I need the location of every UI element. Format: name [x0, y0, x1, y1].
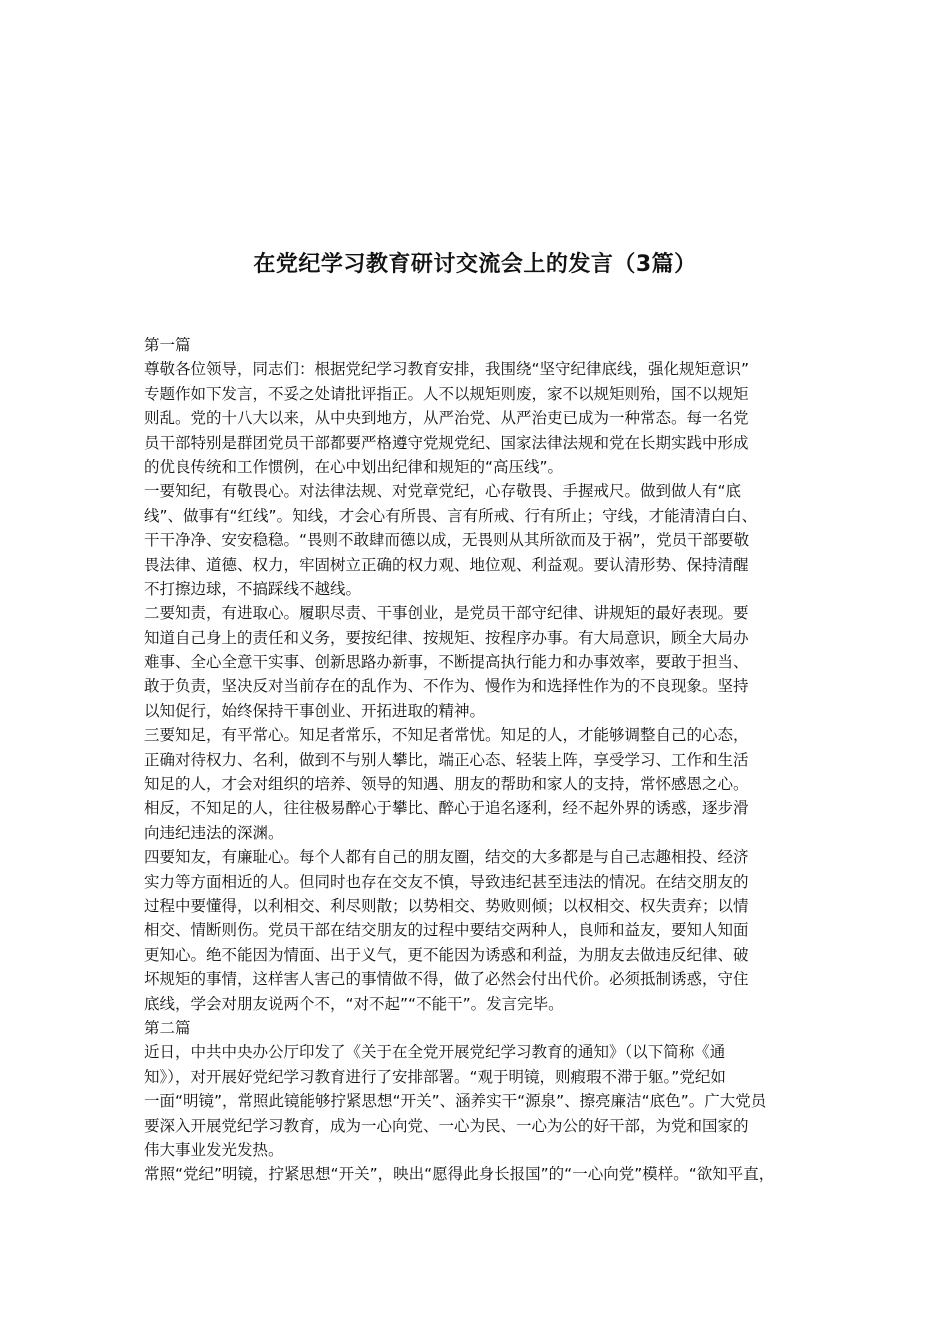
body-line: 坏规矩的事情，这样害人害己的事情做不得，做了必然会付出代价。必须抵制诱惑，守住: [144, 970, 749, 989]
body-line: 底线，学会对朋友说两个不，“对不起”“不能干”。发言完毕。: [144, 994, 564, 1013]
body-line: 近日，中共中央办公厅印发了《关于在全党开展党纪学习教育的通知》（以下简称《通: [144, 1043, 726, 1062]
document-title: 在党纪学习教育研讨交流会上的发言（3篇）: [253, 252, 697, 277]
body-line: 四要知友，有廉耻心。每个人都有自己的朋友圈，结交的大多都是与自己志趣相投、经济: [144, 848, 749, 867]
body-line: 第二篇: [144, 1018, 191, 1037]
body-line: 不打擦边球，不搞踩线不越线。: [144, 579, 362, 598]
body-line: 知》），对开展好党纪学习教育进行了安排部署。“观于明镜，则瘕瑕不滞于躯。”党纪如: [144, 1067, 726, 1086]
body-line: 线”、做事有“红线”。知线，才会心有所畏、言有所戒、行有所止；守线，才能清清白白、: [144, 506, 758, 525]
body-line: 一面“明镜”，常照此镜能够拧紧思想“开关”、涵养实干“源泉”、擦亮廉洁“底色”。广大党员: [144, 1092, 767, 1111]
body-line: 相反，不知足的人，往往极易醉心于攀比、醉心于追名逐利，经不起外界的诱惑，逐步滑: [144, 799, 749, 818]
body-line: 第一篇: [144, 336, 191, 354]
body-line: 更知心。绝不能因为情面、出于义气，更不能因为诱惑和利益，为朋友去做违反纪律、破: [144, 945, 749, 964]
body-line: 尊敬各位领导，同志们：根据党纪学习教育安排，我围绕“坚守纪律底线，强化规矩意识”: [144, 360, 750, 379]
body-line: 敢于负责，坚决反对当前存在的乱作为、不作为、慢作为和选择性作为的不良现象。坚持: [144, 677, 749, 696]
body-line: 一要知纪，有敬畏心。对法律法规、对党章党纪，心存敬畏、手握戒尺。做到做人有“底: [144, 482, 742, 501]
body-line: 干干净净、安安稳稳。“畏则不敢肆而德以成，无畏则从其所欲而及于祸”，党员干部要敬: [144, 531, 750, 550]
body-line: 的优良传统和工作惯例，在心中划出纪律和规矩的“高压线”。: [144, 457, 564, 476]
body-line: 则乱。党的十八大以来，从中央到地方，从严治党、从严治吏已成为一种常态。每一名党: [144, 409, 749, 428]
body-line: 要深入开展党纪学习教育，成为一心向党、一心为民、一心为公的好干部，为党和国家的: [144, 1116, 749, 1135]
body-line: 难事、全心全意干实事、创新思路办新事，不断提高执行能力和办事效率，要敢于担当、: [144, 653, 749, 672]
body-line: 相交、情断则伤。党员干部在结交朋友的过程中要结交两种人，良师和益友，要知人知面: [144, 921, 749, 940]
body-line: 以知促行，始终保持干事创业、开拓进取的精神。: [144, 701, 486, 720]
body-line: 常照“党纪”明镜，拧紧思想“开关”，映出“愿得此身长报国”的“一心向党”模样。“欲知平直，: [144, 1165, 775, 1184]
body-line: 向违纪违法的深渊。: [144, 823, 284, 842]
body-line: 专题作如下发言，不妥之处请批评指正。人不以规矩则废，家不以规矩则殆，国不以规矩: [144, 384, 749, 403]
body-line: 正确对待权力、名利，做到不与别人攀比，端正心态、轻装上阵，享受学习、工作和生活: [144, 750, 749, 769]
body-line: 畏法律、道德、权力，牢固树立正确的权力观、地位观、利益观。要认清形势、保持清醒: [144, 555, 749, 574]
body-line: 员干部特别是群团党员干部都要严格遵守党规党纪、国家法律法规和党在长期实践中形成: [144, 433, 749, 452]
body-line: 实力等方面相近的人。但同时也存在交友不慎，导致违纪甚至违法的情况。在结交朋友的: [144, 872, 749, 891]
body-line: 二要知责，有进取心。履职尽责、干事创业，是党员干部守纪律、讲规矩的最好表现。要: [144, 604, 749, 623]
body-line: 过程中要懂得，以利相交、利尽则散；以势相交、势败则倾；以权相交、权失责弃；以情: [144, 896, 749, 915]
body-line: 伟大事业发光发热。: [144, 1140, 284, 1159]
body-line: 知道自己身上的责任和义务，要按纪律、按规矩、按程序办事。有大局意识，顾全大局办: [144, 628, 749, 647]
body-line: 知足的人，才会对组织的培养、领导的知遇、朋友的帮助和家人的支持，常怀感恩之心。: [144, 775, 749, 794]
document-body: [144, 333, 809, 1187]
body-line: 三要知足，有平常心。知足者常乐，不知足者常忧。知足的人，才能够调整自己的心态，: [144, 726, 749, 745]
